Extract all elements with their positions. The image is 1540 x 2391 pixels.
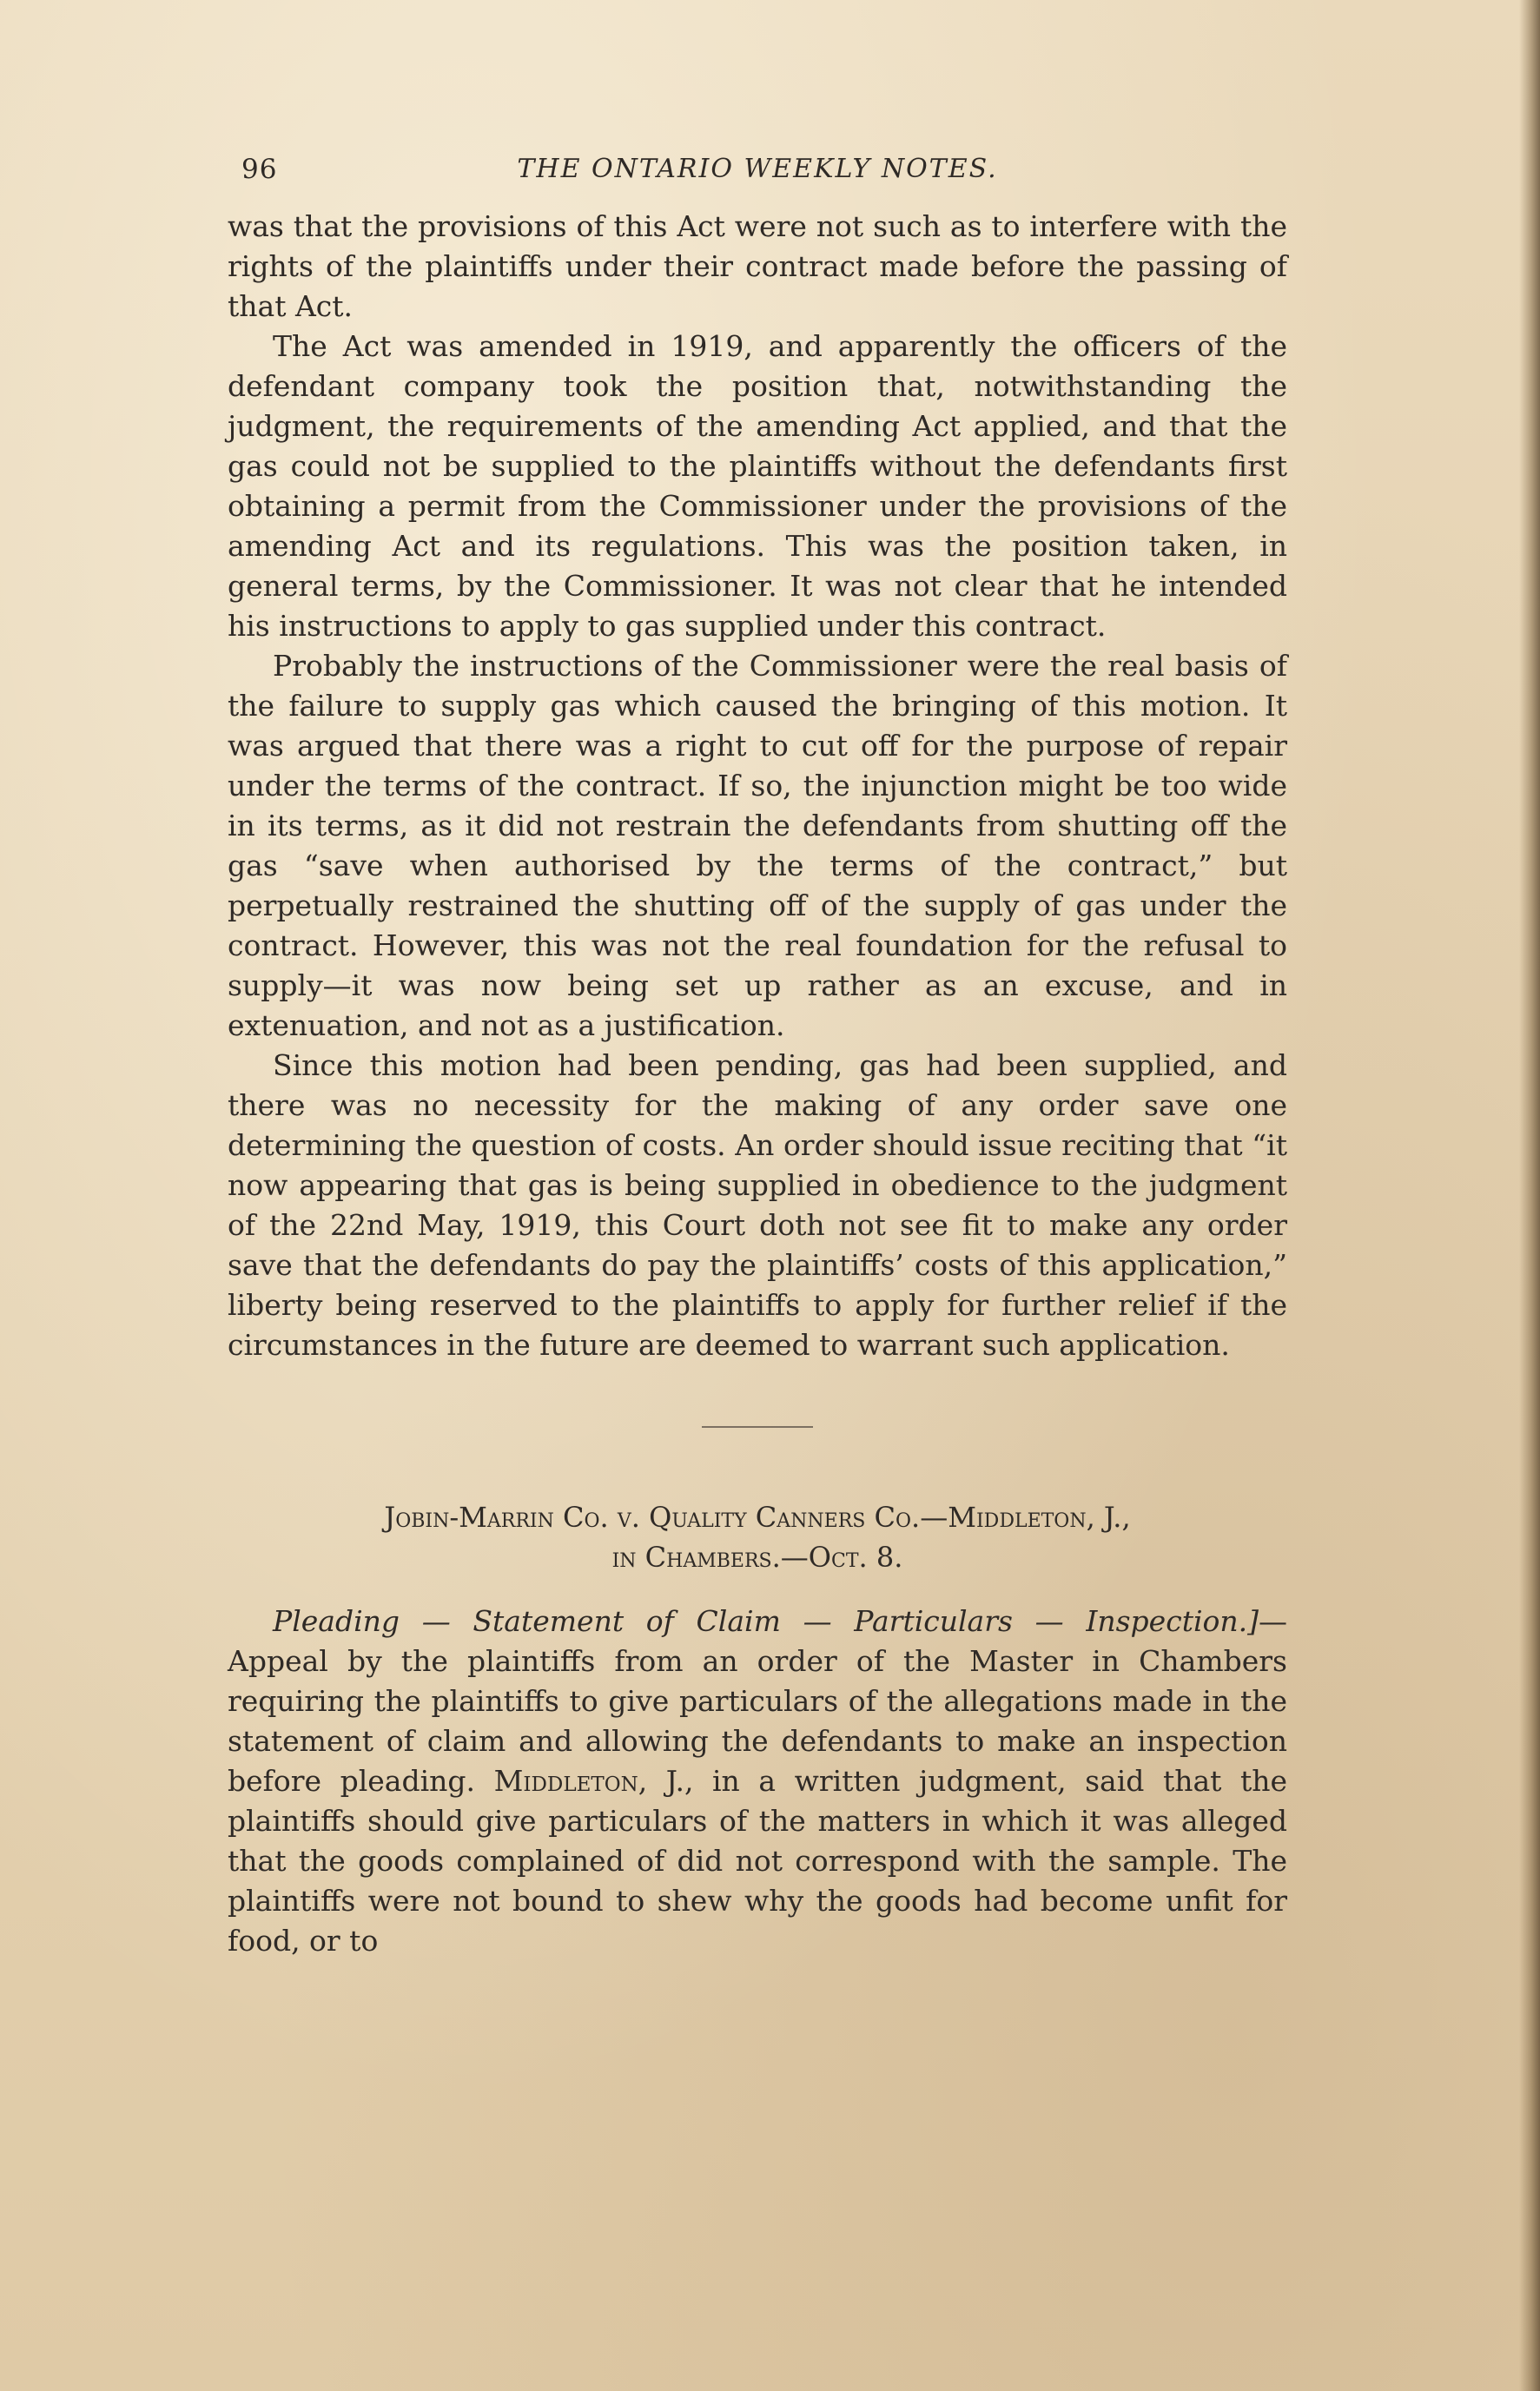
judge-name: Middleton, J. — [493, 1764, 684, 1798]
page-text-block — [228, 130, 1287, 1961]
journal-title: THE ONTARIO WEEKLY NOTES. — [517, 154, 998, 184]
case-body-part2: , in a written judgment, said that the plaintiffs should give particulars of the matters in which it was alleged that the goods complained of did not correspond with the sample. The plaintiffs were not bound to shew why the goods had become unfit for food, or to — [228, 1764, 1287, 1958]
binding-edge — [1519, 0, 1540, 2391]
page-number: 96 — [241, 154, 278, 185]
case-headnote: Pleading — Statement of Claim — Particulars — Inspection.] — [273, 1604, 1259, 1638]
case-report — [228, 1602, 1287, 1961]
case-heading — [228, 1497, 1287, 1577]
paragraph-act-amended: The Act was amended in 1919, and apparently the officers of the defendant company took the position that, notwithstanding the judgment, the requirements of the amending Act applied, and that the gas could not be supplied to the plaintiffs without the defendants first obtaining a permit from the Commissioner under the provisions of the amending Act and its regulations. This was the position taken, in general terms, by the Commissioner. It was not clear that he intended his instructions to apply to gas supplied under this contract. — [228, 329, 1287, 643]
case-heading-line1: Jobin-Marrin Co. v. Quality Canners Co.—Middleton, J., — [384, 1501, 1131, 1534]
paragraph-continuation: was that the provisions of this Act were not such as to interfere with the rights of the plaintiffs under their contract made before the passing of that Act. — [228, 209, 1287, 323]
section-divider — [702, 1426, 813, 1428]
case-heading-line2: in Chambers.—Oct. 8. — [611, 1541, 903, 1574]
paragraph-commissioner-instructions: Probably the instructions of the Commissioner were the real basis of the failure to supply gas which caused the bringing of this motion. It was argued that there was a right to cut off for the purpose of repair under the terms of the contract. If so, the injunction might be too wide in its terms, as it did not restrain the defendants from shutting off the gas “save when authorised by the terms of the contract,” but perpetually restrained the shutting off of the supply of gas under the contract. However, this was not the real foundation for the refusal to supply—it was now being set up rather as an excuse, and in extenuation, and not as a justification. — [228, 649, 1287, 1042]
paragraph-order-costs: Since this motion had been pending, gas had been supplied, and there was no necessity for the making of any order save one determining the question of costs. An order should issue reciting that “it now appearing that gas is being supplied in obedience to the judgment of the 22nd May, 1919, this Court doth not see fit to make any order save that the defendants do pay the plaintiffs’ costs of this application,” liberty being reserved to the plaintiffs to apply for further relief if the circumstances in the future are deemed to warrant such application. — [228, 1048, 1287, 1362]
case-body-part1: — Appeal by the plaintiffs from an order of the Master in Chambers requiring the plaintiffs to give particulars of the allegations made in the statement of claim and allowing the defendants to make an inspection before pleading. — [228, 1604, 1287, 1798]
running-head — [228, 130, 1287, 191]
